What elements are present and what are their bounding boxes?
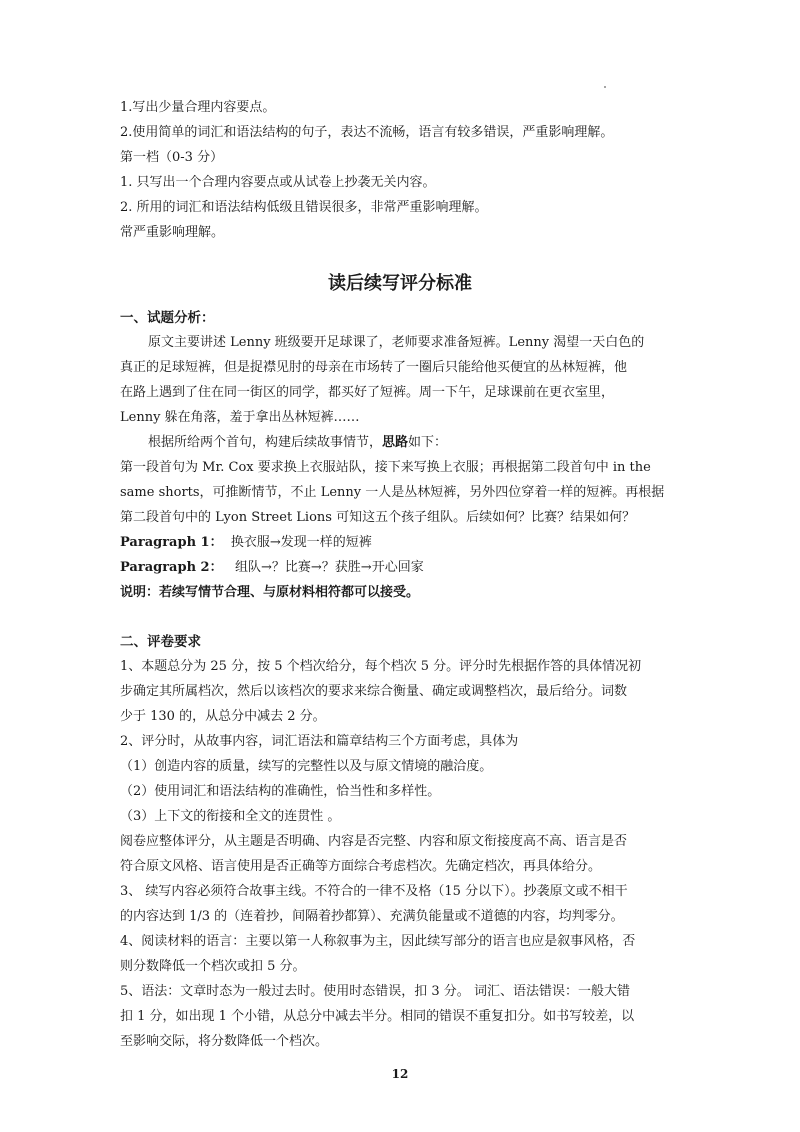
paragraph-1-label: Paragraph 1：	[120, 535, 223, 550]
scan-speck	[604, 86, 606, 88]
summary-line: Lenny 躲在角落，羞于拿出丛林短裤……	[120, 410, 360, 425]
requirement-line: 则分数降低一个档次或扣 5 分。	[120, 959, 306, 974]
summary-line: 在路上遇到了住在同一街区的同学，都买好了短裤。周一下午，足球课前在更衣室里，	[120, 385, 615, 400]
requirement-line: （2）使用词汇和语法结构的准确性，恰当性和多样性。	[120, 784, 441, 799]
page-title: 读后续写评分标准	[328, 273, 472, 294]
summary-line: 原文主要讲述 Lenny 班级要开足球课了，老师要求准备短裤。Lenny 渴望一天白色的	[148, 335, 645, 350]
section-heading: 一、试题分析：	[120, 310, 215, 326]
paragraph-1-text: 换衣服→发现一样的短裤	[230, 535, 372, 550]
analysis-line: 第一段首句为 Mr. Cox 要求换上衣服站队，接下来写换上衣服；再根据第二段首句中 in the	[120, 460, 651, 475]
top-line: 2. 所用的词汇和语法结构低级且错误很多，非常严重影响理解。	[120, 200, 488, 215]
requirement-line: 2、评分时，从故事内容，词汇语法和篇章结构三个方面考虑，具体为	[120, 734, 519, 749]
requirement-line: （1）创造内容的质量，续写的完整性以及与原文情境的融洽度。	[120, 759, 493, 774]
requirement-line: （3）上下文的衔接和全文的连贯性 。	[120, 809, 341, 824]
requirement-line: 步确定其所属档次，然后以该档次的要求来综合衡量、确定或调整档次，最后给分。词数	[120, 684, 628, 699]
idea-bold: 思路	[382, 435, 409, 450]
requirement-line: 阅卷应整体评分，从主题是否明确、内容是否完整、内容和原文衔接度高不高、语言是否	[120, 834, 628, 849]
requirement-line: 的内容达到 1/3 的（连着抄，间隔着抄都算）、充满负能量或不道德的内容，均判零分。	[120, 909, 624, 924]
summary-line: 真正的足球短裤，但是捉襟见肘的母亲在市场转了一圈后只能给他买便宜的丛林短裤，他	[120, 360, 628, 375]
top-line: 1. 只写出一个合理内容要点或从试卷上抄袭无关内容。	[120, 175, 436, 190]
page-number: 12	[391, 1067, 409, 1081]
top-line: 第一档（0-3 分）	[120, 150, 224, 165]
requirement-line: 1、本题总分为 25 分，按 5 个档次给分，每个档次 5 分。评分时先根据作答的具体情况初	[120, 659, 642, 674]
idea-suffix: 如下：	[408, 435, 448, 450]
paragraph-2-line	[120, 556, 680, 580]
paragraph-1-line	[120, 531, 680, 555]
requirement-line: 少于 130 的，从总分中减去 2 分。	[120, 709, 326, 724]
requirement-line: 3、 续写内容必须符合故事主线。不符合的一律不及格（15 分以下）。抄袭原文或不相干	[120, 884, 628, 899]
paragraph-2-text: 组队→？比赛→？获胜→开心回家	[235, 560, 424, 575]
top-line: 常严重影响理解。	[120, 225, 225, 240]
requirement-line: 4、阅读材料的语言：主要以第一人称叙事为主，因此续写部分的语言也应是叙事风格，否	[120, 934, 636, 949]
section-heading: 二、评卷要求	[120, 634, 201, 650]
note-line: 说明：若续写情节合理、与原材料相符都可以接受。	[120, 585, 420, 600]
analysis-line: 第二段首句中的 Lyon Street Lions 可知这五个孩子组队。后续如何？比赛？结果如何？	[120, 510, 636, 525]
requirement-line: 符合原文风格、语言使用是否正确等方面综合考虑档次。先确定档次，再具体给分。	[120, 859, 602, 874]
paragraph-2-label: Paragraph 2：	[120, 560, 223, 575]
idea-prefix: 根据所给两个首句，构建后续故事情节，	[148, 435, 383, 450]
top-line: 2.使用简单的词汇和语法结构的句子，表达不流畅，语言有较多错误，严重影响理解。	[120, 125, 614, 140]
requirement-line: 至影响交际，将分数降低一个档次。	[120, 1034, 329, 1049]
analysis-line: same shorts，可推断情节，不止 Lenny 一人是丛林短裤，另外四位穿着一样的短裤。再根据	[120, 485, 665, 500]
top-line: 1.写出少量合理内容要点。	[120, 100, 276, 115]
requirement-line: 5、语法：文章时态为一般过去时。使用时态错误，扣 3 分。 词汇、语法错误：一般大错	[120, 984, 630, 999]
idea-line	[148, 431, 680, 455]
requirement-line: 扣 1 分，如出现 1 个小错，从总分中减去半分。相同的错误不重复扣分。如书写较差，以	[120, 1009, 635, 1024]
